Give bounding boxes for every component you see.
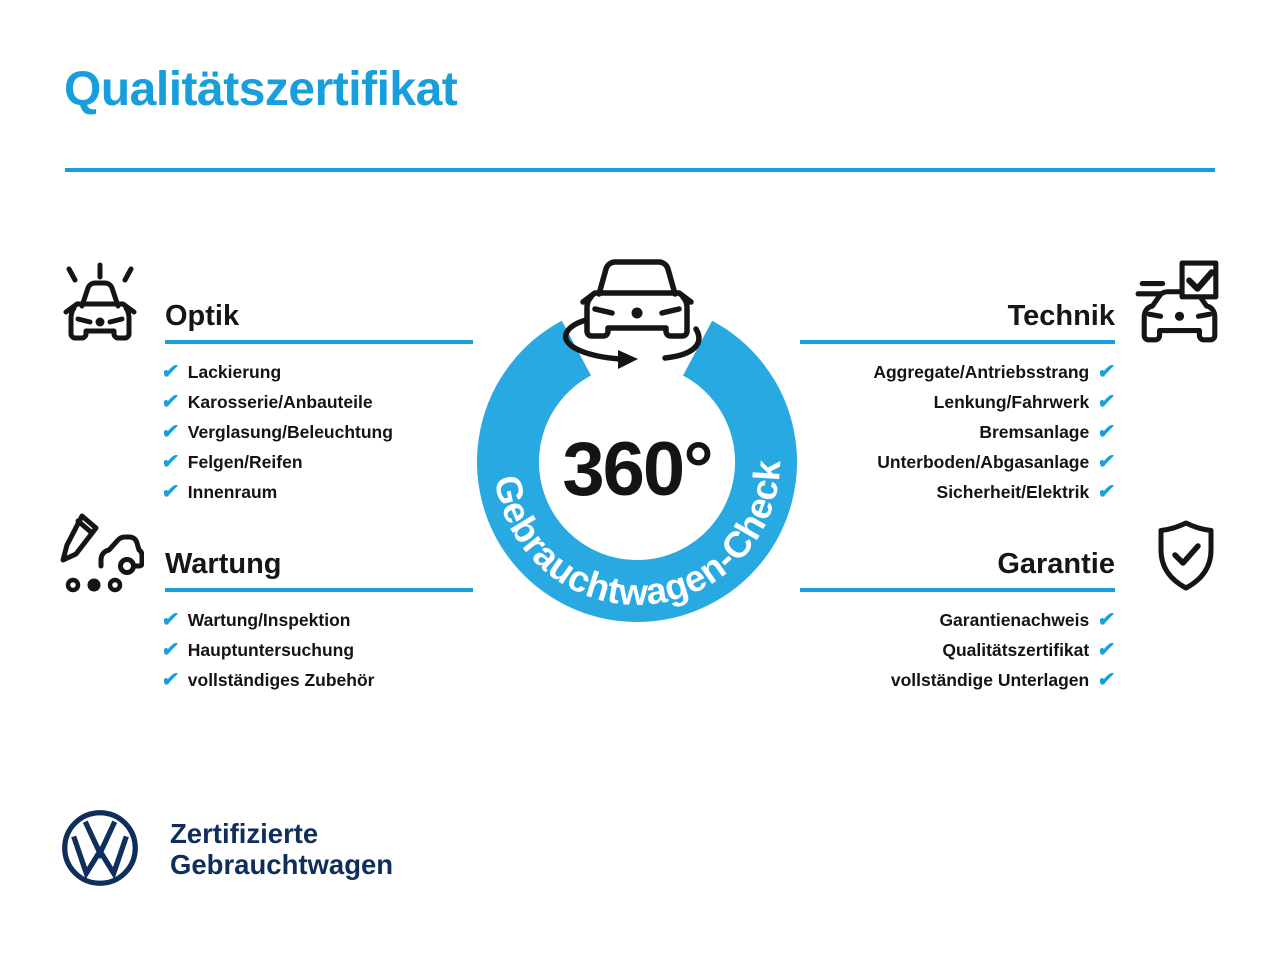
section-wartung-title: Wartung xyxy=(165,548,282,580)
checklist-item xyxy=(162,417,492,447)
check-icon: ✔ xyxy=(1096,609,1117,631)
check-icon: ✔ xyxy=(160,481,181,503)
check-icon: ✔ xyxy=(160,391,181,413)
checklist-item-label: Qualitätszertifikat xyxy=(942,639,1090,660)
checklist-item xyxy=(775,357,1115,387)
section-technik-title: Technik xyxy=(1007,300,1115,332)
checklist-item-label: Hauptuntersuchung xyxy=(187,639,355,660)
section-garantie-divider xyxy=(800,588,1115,592)
check-icon: ✔ xyxy=(1096,669,1117,691)
check-icon: ✔ xyxy=(160,639,181,661)
checklist-item-label: Lackierung xyxy=(187,361,282,382)
checklist-item-label: Sicherheit/Elektrik xyxy=(936,481,1090,502)
checklist-item xyxy=(775,605,1115,635)
garantie-checklist xyxy=(775,605,1115,695)
checklist-item xyxy=(775,447,1115,477)
checklist-item xyxy=(162,447,492,477)
checklist-item-label: Garantienachweis xyxy=(939,609,1090,630)
section-garantie-title: Garantie xyxy=(997,548,1115,580)
footer-line-2: Gebrauchtwagen xyxy=(170,849,394,880)
check-icon: ✔ xyxy=(160,609,181,631)
checklist-item-label: vollständiges Zubehör xyxy=(187,669,375,690)
checklist-item xyxy=(162,477,492,507)
footer-line-1: Zertifizierte xyxy=(170,818,319,849)
checklist-item-label: Innenraum xyxy=(187,481,278,502)
check-icon: ✔ xyxy=(1096,481,1117,503)
checklist-item-label: Felgen/Reifen xyxy=(187,451,303,472)
section-technik-divider xyxy=(800,340,1115,344)
checklist-item xyxy=(775,417,1115,447)
checklist-item xyxy=(775,635,1115,665)
360-check-medallion xyxy=(455,245,820,665)
checklist-item xyxy=(162,665,492,695)
checklist-item xyxy=(162,635,492,665)
vw-logo-icon xyxy=(60,808,140,888)
checklist-item-label: Karosserie/Anbauteile xyxy=(187,391,373,412)
optik-checklist xyxy=(162,357,492,507)
check-icon: ✔ xyxy=(160,451,181,473)
checklist-item xyxy=(775,477,1115,507)
checklist-item-label: Lenkung/Fahrwerk xyxy=(933,391,1090,412)
shield-check-icon xyxy=(1148,518,1224,598)
checklist-item xyxy=(775,387,1115,417)
check-icon: ✔ xyxy=(160,361,181,383)
checklist-item-label: Wartung/Inspektion xyxy=(187,609,351,630)
checklist-item-label: Unterboden/Abgasanlage xyxy=(877,451,1090,472)
car-checkbox-icon xyxy=(1134,258,1224,348)
check-icon: ✔ xyxy=(1096,421,1117,443)
page-title: Qualitätszertifikat xyxy=(64,63,458,116)
checklist-item-label: Verglasung/Beleuchtung xyxy=(187,421,393,442)
title-divider xyxy=(65,168,1215,172)
check-icon: ✔ xyxy=(160,669,181,691)
wartung-checklist xyxy=(162,605,492,695)
checklist-item-label: Aggregate/Antriebsstrang xyxy=(873,361,1090,382)
degree-label: 360° xyxy=(562,427,712,512)
checklist-item xyxy=(162,357,492,387)
service-pencil-car-icon xyxy=(56,510,144,598)
check-icon: ✔ xyxy=(1096,391,1117,413)
checklist-item xyxy=(162,605,492,635)
rotating-car-icon xyxy=(566,262,699,369)
checklist-item xyxy=(162,387,492,417)
technik-checklist xyxy=(775,357,1115,507)
checklist-item xyxy=(775,665,1115,695)
checklist-item-label: Bremsanlage xyxy=(979,421,1090,442)
ring-label: Gebrauchtwagen-Check xyxy=(486,458,789,614)
check-icon: ✔ xyxy=(1096,451,1117,473)
check-icon: ✔ xyxy=(1096,361,1117,383)
section-optik-title: Optik xyxy=(165,300,240,332)
section-wartung-divider xyxy=(165,588,473,592)
check-icon: ✔ xyxy=(160,421,181,443)
footer-text xyxy=(170,818,393,880)
section-optik-divider xyxy=(165,340,473,344)
checklist-item-label: vollständige Unterlagen xyxy=(890,669,1090,690)
check-icon: ✔ xyxy=(1096,639,1117,661)
shining-car-icon xyxy=(56,260,144,348)
